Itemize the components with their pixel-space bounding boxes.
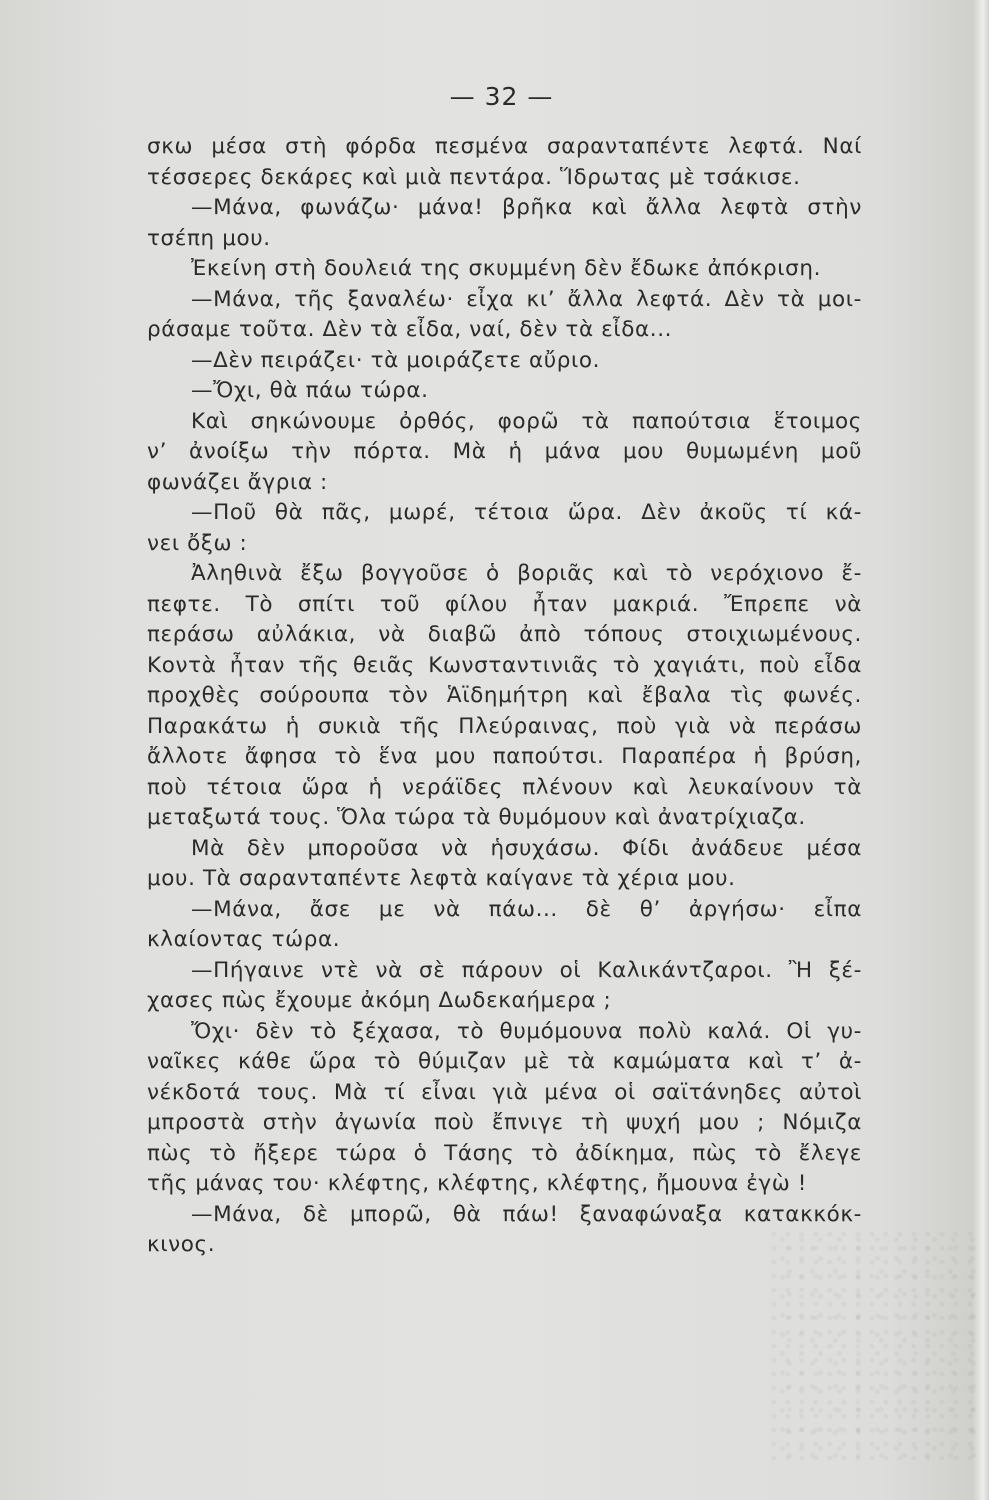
text-line: Καὶ σηκώνουμε ὀρθός, φορῶ τὰ παπούτσια ἕτοιμος [191,408,862,434]
text-line: χασες πὼς ἔχουμε ἀκόμη Δωδεκαήμερα ; [147,988,612,1013]
text-line: —Μάνα, δὲ μπορῶ, θὰ πάω! ξαναφώναξα κατακκόκ- [191,1201,862,1227]
text-line: Ἀληθινὰ ἔξω βογγοῦσε ὁ βοριᾶς καὶ τὸ νερόχιονο ἔ- [191,561,862,586]
text-line: προχθὲς σούρουπα τὸν Ἁϊδημήτρη καὶ ἔβαλα τὶς φωνές. [147,683,862,708]
text-line: ἄλλοτε ἄφησα τὸ ἕνα μου παπούτσι. Παραπέρα ἡ βρύση, [147,744,862,769]
text-line: περάσω αὐλάκια, νὰ διαβῶ ἀπὸ τόπους στοιχιωμένους. [147,622,862,647]
text-line: τέσσερες δεκάρες καὶ μιὰ πεντάρα. Ἵδρωτας μὲ τσάκισε. [147,164,801,190]
text-line: —Δὲν πειράζει· τὰ μοιράζετε αὔριο. [191,347,601,373]
text-line: μπροστὰ στὴν ἀγωνία ποὺ ἔπνιγε τὴ ψυχή μου ; Νόμιζα [147,1110,862,1135]
text-line: κλαίοντας τώρα. [147,927,341,952]
text-line: νει ὄξω : [147,530,248,556]
text-line: τσέπη μου. [147,225,271,251]
text-line: —Ὄχι, θὰ πάω τώρα. [191,378,429,403]
text-line: φωνάζει ἄγρια : [147,469,328,495]
text-line: —Ποῦ θὰ πᾶς, μωρέ, τέτοια ὥρα. Δὲν ἀκοῦς τί κά- [191,500,862,525]
text-line: —Μάνα, φωνάζω· μάνα! βρῆκα καὶ ἄλλα λεφτὰ στὴν [191,195,862,220]
text-line: σκω μέσα στὴ φόρδα πεσμένα σαρανταπέντε λεφτά. Ναί [147,134,862,159]
text-line: ν’ ἀνοίξω τὴν πόρτα. Μὰ ἡ μάνα μου θυμωμένη μοῦ [147,439,862,464]
text-line: Ὄχι· δὲν τὸ ξέχασα, τὸ θυμόμουνα πολὺ καλά. Οἱ γυ- [191,1018,862,1044]
text-line: μου. Τὰ σαρανταπέντε λεφτὰ καίγανε τὰ χέρια μου. [147,866,736,891]
text-line: Ἐκείνη στὴ δουλειά της σκυμμένη δὲν ἔδωκε ἀπόκριση. [191,256,822,281]
text-line: νέκδοτά τους. Μὰ τί εἶναι γιὰ μένα οἱ σαϊτάνηδες αὐτοὶ [147,1079,862,1105]
text-line: πεφτε. Τὸ σπίτι τοῦ φίλου ἦταν μακριά. Ἔπρεπε νὰ [147,591,862,617]
text-line: Παρακάτω ἡ συκιὰ τῆς Πλεύραινας, ποὺ γιὰ νὰ περάσω [147,713,862,739]
text-line: ποὺ τέτοια ὥρα ἡ νεράϊδες πλένουν καὶ λευκαίνουν τὰ [147,774,862,800]
text-line: ναῖκες κάθε ὥρα τὸ θύμιζαν μὲ τὰ καμώματα καὶ τ’ ἀ- [147,1049,862,1074]
text-line: —Μάνα, ἄσε με νὰ πάω... δὲ θ’ ἀργήσω· εἶπα [191,896,862,922]
text-line: πὼς τὸ ἤξερε τώρα ὁ Τάσης τὸ ἀδίκημα, πὼς τὸ ἔλεγε [147,1140,862,1166]
text-line: —Μάνα, τῆς ξαναλέω· εἶχα κι’ ἄλλα λεφτά. Δὲν τὰ μοι- [191,286,862,312]
page-edge-shadow [983,0,989,1500]
text-line: μεταξωτά τους. Ὅλα τώρα τὰ θυμόμουν καὶ ἀνατρίχιαζα. [147,805,806,830]
paper-speckle [771,1230,981,1460]
page-text [147,132,862,1261]
text-line: —Πήγαινε ντὲ νὰ σὲ πάρουν οἱ Καλικάντζαροι. Ἢ ξέ- [191,957,862,983]
text-line: Μὰ δὲν μποροῦσα νὰ ἡσυχάσω. Φίδι ἀνάδευε μέσα [191,835,862,861]
text-line: Κοντὰ ἦταν τῆς θειᾶς Κωνσταντινιᾶς τὸ χαγιάτι, ποὺ εἶδα [147,652,862,678]
page-number: — 32 — [449,82,554,111]
text-line: ράσαμε τοῦτα. Δὲν τὰ εἶδα, ναί, δὲν τὰ εἶδα... [147,317,673,342]
text-line: τῆς μάνας του· κλέφτης, κλέφτης, κλέφτης, ἤμουνα ἐγὼ ! [147,1171,808,1196]
text-line: κινος. [147,1232,216,1257]
